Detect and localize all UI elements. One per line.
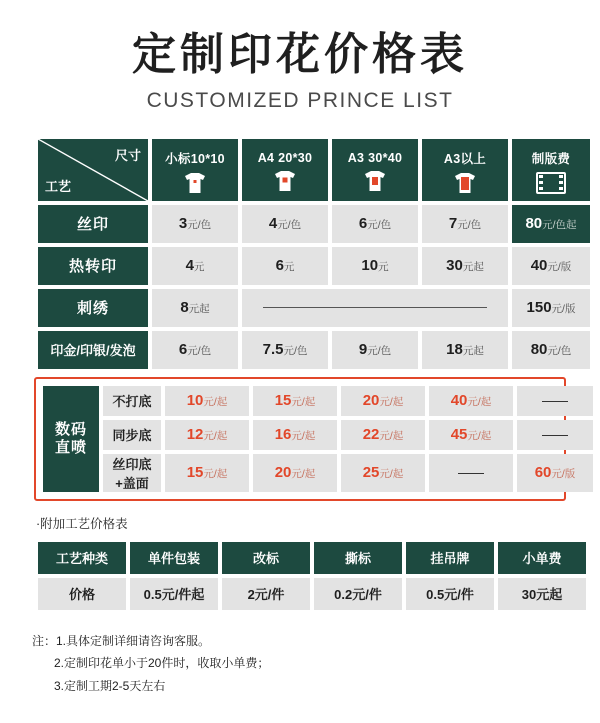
cell-digital-syncbase-small <box>165 420 249 450</box>
note-line-1: 注：1.具体定制详细请咨询客服。 <box>32 633 211 648</box>
cell-digital-syncbase-platefee <box>517 420 593 450</box>
column-header-above-a3 <box>422 139 508 201</box>
cell-value: 45 <box>450 426 468 444</box>
cell-unit: 元/色 <box>367 219 392 232</box>
cell-value: 12 <box>186 426 204 444</box>
cell-value: 40 <box>450 392 468 410</box>
extra-price-label: 价格 <box>38 578 126 610</box>
tshirt-xlarge-icon <box>422 170 508 197</box>
cell-value: 6 <box>358 215 368 233</box>
table-row <box>38 289 590 327</box>
row-label-gold-silver-foam: 印金/印银/发泡 <box>38 331 148 369</box>
cell-value: 4 <box>268 215 278 233</box>
table-row <box>43 420 593 450</box>
cell-digital-silkbase-a4 <box>253 454 337 492</box>
digital-label-line1: 数码 <box>54 421 87 439</box>
cell-value: 7.5 <box>262 341 284 359</box>
extra-table-title: ·附加工艺价格表 <box>36 516 128 531</box>
row-label-heat-transfer: 热转印 <box>38 247 148 285</box>
corner-header-cell <box>38 139 148 201</box>
cell-unit: 元/起 <box>291 468 316 481</box>
cell-value: 3 <box>178 215 188 233</box>
cell-value: 80 <box>525 215 543 233</box>
cell-unit: 元/起 <box>291 430 316 443</box>
cell-value: 7 <box>448 215 458 233</box>
page-title-cn: 定制印花价格表 <box>132 30 468 79</box>
cell-heat-transfer-platefee <box>512 247 590 285</box>
note-line-3: 3.定制工期2-5天左右 <box>54 679 166 694</box>
cell-value: 18 <box>446 341 463 359</box>
extra-price-hangtag: 0.5元/件 <box>406 578 494 610</box>
table-row <box>38 331 590 369</box>
cell-value: 20 <box>362 392 380 410</box>
note-line-2: 2.定制印花单小于20件时，收取小单费； <box>54 656 270 671</box>
extra-header-remove-label: 撕标 <box>314 542 402 574</box>
digital-sub-silk-base-cover: 丝印底+盖面 <box>103 454 161 492</box>
extra-table-wrap <box>34 538 566 614</box>
cell-unit: 元/起 <box>203 468 228 481</box>
cell-heat-transfer-a4 <box>242 247 328 285</box>
extra-header-small-order-fee: 小单费 <box>498 542 586 574</box>
table-row <box>43 454 593 492</box>
cell-gold-silver-foam-a3 <box>332 331 418 369</box>
cell-value: 150 <box>526 299 552 317</box>
cell-unit: 元/色 <box>187 219 212 232</box>
cell-unit: 元/起 <box>467 430 492 443</box>
cell-embroidery-small <box>152 289 238 327</box>
cell-heat-transfer-a3 <box>332 247 418 285</box>
cell-unit: 元 <box>193 261 205 274</box>
cell-gold-silver-foam-above-a3 <box>422 331 508 369</box>
cell-value: 16 <box>274 426 292 444</box>
table-row <box>38 247 590 285</box>
extra-header-craft-type: 工艺种类 <box>38 542 126 574</box>
cell-gold-silver-foam-a4 <box>242 331 328 369</box>
cell-value: 60 <box>534 464 552 482</box>
cell-unit: 元/起 <box>203 430 228 443</box>
cell-value: 8 <box>180 299 189 317</box>
cell-unit: 元/色起 <box>542 219 577 232</box>
cell-unit: 元/起 <box>379 468 404 481</box>
cell-embroidery-platefee <box>512 289 590 327</box>
cell-unit: 元 <box>378 261 389 274</box>
cell-value: 15 <box>274 392 292 410</box>
page-title-en: CUSTOMIZED PRINCE LIST <box>146 88 454 112</box>
extra-price-row <box>38 578 586 610</box>
cell-unit: 元/版 <box>551 468 576 481</box>
cell-gold-silver-foam-platefee <box>512 331 590 369</box>
cell-value: 80 <box>530 341 548 359</box>
cell-digital-syncbase-above-a3 <box>429 420 513 450</box>
filmstrip-icon <box>512 170 590 197</box>
digital-print-block <box>34 377 576 501</box>
cell-unit: 元/色 <box>187 345 212 358</box>
column-header-a3 <box>332 139 418 201</box>
cell-heat-transfer-above-a3 <box>422 247 508 285</box>
column-header-small-label: 小标10*10 <box>165 151 225 166</box>
cell-value: 22 <box>362 426 380 444</box>
cell-value: 15 <box>186 464 204 482</box>
cell-value: 10 <box>186 392 204 410</box>
cell-unit: 元/色 <box>367 345 392 358</box>
cell-silkscreen-platefee <box>512 205 590 243</box>
cell-gold-silver-foam-small <box>152 331 238 369</box>
tshirt-medium-icon <box>242 168 328 195</box>
notes-block <box>32 630 600 698</box>
column-header-a3-label: A3 30*40 <box>347 150 403 165</box>
header <box>0 0 600 113</box>
extra-header-row <box>38 542 586 574</box>
main-price-table <box>34 135 594 373</box>
cell-digital-silkbase-a3 <box>341 454 425 492</box>
table-header-row <box>38 139 590 201</box>
cell-unit: 元/色 <box>547 345 572 358</box>
digital-label-line2: 直喷 <box>54 438 87 456</box>
main-price-table-wrap <box>34 135 577 373</box>
table-row <box>38 205 590 243</box>
cell-digital-nobase-a3 <box>341 386 425 416</box>
cell-unit: 元/版 <box>547 261 572 274</box>
cell-unit: 元/起 <box>203 396 228 409</box>
cell-unit: 元/起 <box>379 396 404 409</box>
cell-unit: 元起 <box>188 303 210 316</box>
cell-digital-nobase-a4 <box>253 386 337 416</box>
cell-unit: 元/起 <box>379 430 404 443</box>
cell-unit: 元 <box>283 261 295 274</box>
cell-value: 10 <box>361 257 379 275</box>
cell-value: 4 <box>185 257 194 275</box>
cell-digital-nobase-small <box>165 386 249 416</box>
cell-value: 6 <box>178 341 188 359</box>
cell-silkscreen-a4 <box>242 205 328 243</box>
cell-unit: 元起 <box>462 261 484 274</box>
cell-digital-silkbase-platefee <box>517 454 593 492</box>
tshirt-large-icon <box>332 168 418 195</box>
cell-value: 6 <box>275 257 284 275</box>
cell-digital-nobase-platefee <box>517 386 593 416</box>
extra-header-single-pack: 单件包装 <box>130 542 218 574</box>
column-header-above-a3-label: A3以上 <box>443 151 487 166</box>
extra-price-remove-label: 0.2元/件 <box>314 578 402 610</box>
digital-print-table <box>39 382 597 496</box>
row-label-silkscreen: 丝印 <box>38 205 148 243</box>
cell-value: 40 <box>530 257 548 275</box>
na-dash-icon <box>542 435 568 436</box>
column-header-a4-label: A4 20*30 <box>257 150 313 165</box>
corner-size-label: 尺寸 <box>114 147 141 163</box>
row-label-digital-print <box>43 386 99 492</box>
column-header-small <box>152 139 238 201</box>
cell-digital-silkbase-above-a3 <box>429 454 513 492</box>
cell-unit: 元/色 <box>277 219 302 232</box>
column-header-platefee-label: 制版费 <box>531 151 571 166</box>
column-header-a4 <box>242 139 328 201</box>
tshirt-small-icon <box>152 170 238 197</box>
cell-value: 25 <box>362 464 380 482</box>
row-label-embroidery: 刺绣 <box>38 289 148 327</box>
cell-digital-silkbase-small <box>165 454 249 492</box>
na-dash-icon <box>263 307 486 308</box>
table-row <box>43 386 593 416</box>
extra-price-relabel: 2元/件 <box>222 578 310 610</box>
cell-embroidery-na <box>242 289 508 327</box>
extra-header-hangtag: 挂吊牌 <box>406 542 494 574</box>
cell-digital-syncbase-a3 <box>341 420 425 450</box>
cell-unit: 元/色 <box>283 345 308 358</box>
cell-silkscreen-small <box>152 205 238 243</box>
na-dash-icon <box>542 401 568 402</box>
cell-silkscreen-a3 <box>332 205 418 243</box>
na-dash-icon <box>458 473 484 474</box>
extra-price-table <box>34 538 590 614</box>
cell-value: 20 <box>274 464 292 482</box>
extra-header-relabel: 改标 <box>222 542 310 574</box>
cell-value: 9 <box>358 341 368 359</box>
cell-unit: 元/色 <box>457 219 482 232</box>
cell-unit: 元/起 <box>291 396 316 409</box>
cell-unit: 元/起 <box>467 396 492 409</box>
cell-heat-transfer-small <box>152 247 238 285</box>
column-header-platefee <box>512 139 590 201</box>
cell-value: 30 <box>446 257 463 275</box>
cell-digital-nobase-above-a3 <box>429 386 513 416</box>
digital-sub-sync-base: 同步底 <box>103 420 161 450</box>
cell-unit: 元/版 <box>551 303 576 316</box>
extra-price-small-order-fee: 30元起 <box>498 578 586 610</box>
cell-digital-syncbase-a4 <box>253 420 337 450</box>
corner-craft-label: 工艺 <box>45 178 72 194</box>
digital-sub-no-base: 不打底 <box>103 386 161 416</box>
cell-unit: 元起 <box>462 345 484 358</box>
cell-silkscreen-above-a3 <box>422 205 508 243</box>
extra-price-single-pack: 0.5元/件起 <box>130 578 218 610</box>
